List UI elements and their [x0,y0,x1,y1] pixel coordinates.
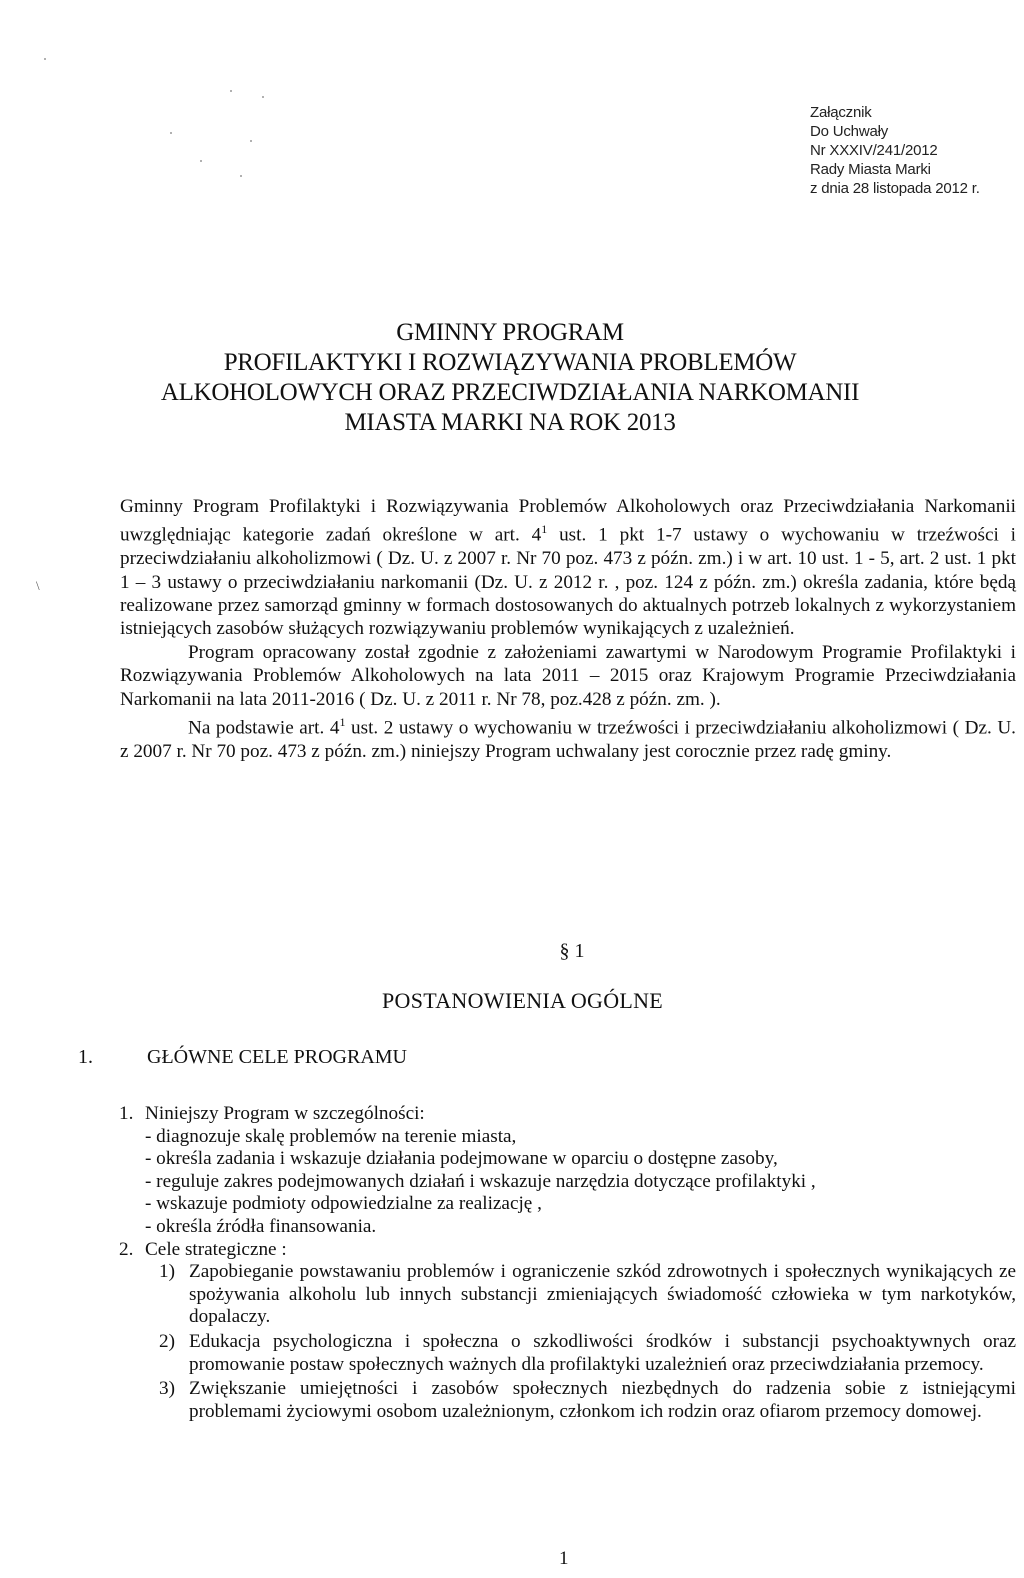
goal-number: 1. [119,1103,134,1124]
title-line: GMINNY PROGRAM [396,319,624,346]
chapter-title: GŁÓWNE CELE PROGRAMU [147,1046,407,1068]
scan-speck [240,175,242,177]
intro-p3-part-a: Na podstawie art. 4 [188,717,340,739]
page-number: 1 [559,1548,569,1569]
scan-speck [44,58,46,60]
annex-line: z dnia 28 listopada 2012 r. [810,180,980,197]
intro-p1-part-a: Gminny Program Profilaktyki i Rozwiązywania Problemów Alkoholowych oraz Przeciwdziałania Narkomanii uwzględniając kategorie zadań określone w art. 4 [120,496,1016,546]
intro-paragraph-2: Program opracowany został zgodnie z założeniami zawartymi w Narodowym Programie Profilaktyki i Rozwiązywania Problemów Alkoholowych na lata 2011 – 2015 oraz Krajowym Programie Przeciwdziałania Narkomanii na lata 2011-2016 ( Dz. U. z 2011 r. Nr 78, poz.428 z późn. zm. ). [120,641,1016,710]
goal-number: 2. [119,1238,134,1260]
intro-paragraph-3 [120,711,1016,763]
goal-text: Niniejszy Program w szczególności: [145,1103,425,1124]
title-line: MIASTA MARKI NA ROK 2013 [344,409,676,436]
bullet-item: - określa zadania i wskazuje działania podejmowane w oparciu o dostępne zasoby, [145,1148,778,1170]
intro-paragraph-1 [120,495,1016,641]
scan-speck [262,96,264,98]
annex-line: Załącznik [810,104,872,121]
strategic-goal [119,1331,1016,1376]
chapter-number: 1. [78,1046,93,1068]
strategic-goal-text: Zapobieganie powstawaniu problemów i ograniczenie szkód zdrowotnych i społecznych wynikających ze spożywania alkoholu lub innych substancji zmieniających świadomość człowieka w tym narkotyków, dopalaczy. [189,1261,1016,1328]
superscript: 1 [339,715,346,730]
intro-p3-part-b: ust. 2 ustawy o wychowaniu w trzeźwości i przeciwdziałaniu alkoholizmowi ( Dz. U. z 2007 r. Nr 70 poz. 473 z późn. zm.) niniejszy Program uchwalany jest corocznie przez radę gminy. [120,717,1016,762]
goal-item [119,1103,1016,1239]
strategic-goal [119,1261,1016,1329]
chapter-heading [78,1046,407,1069]
scan-speck [170,132,172,134]
intro-p1-part-b: ust. 1 pkt 1-7 ustawy o wychowaniu w trzeźwości i przeciwdziałaniu alkoholizmowi ( Dz. U. z 2007 r. Nr 70 poz. 473 z późn. zm.) i w art. 10 ust. 1 - 5, art. 2 ust. 1 pkt 1 – 3 ustawy o przeciwdziałaniu narkomanii (Dz. U. z 2012 r. , poz. 124 z późn. zm.) określa zadania, które będą realizowane przez samorząd gminny w formach dostosowanych do aktualnych potrzeb lokalnych z wykorzystaniem istniejących zasobów służących rozwiązywaniu problemów wynikających z uzależnień. [120,524,1016,640]
title-line: PROFILAKTYKI I ROZWIĄZYWANIA PROBLEMÓW [223,349,797,376]
scan-speck [200,160,202,162]
bullet-item: - diagnozuje skalę problemów na terenie miasta, [145,1125,517,1147]
strategic-goal [119,1378,1016,1423]
section-title: POSTANOWIENIA OGÓLNE [382,988,664,1013]
scan-speck [230,90,232,92]
bullet-item: - wskazuje podmioty odpowiedzialne za realizację , [145,1193,542,1215]
annex-line: Rady Miasta Marki [810,161,931,178]
section-mark: § 1 [559,940,585,962]
strategic-goal-number: 2) [159,1330,175,1352]
margin-mark: \ [36,578,40,593]
document-title [110,318,910,438]
bullet-item: - określa źródła finansowania. [145,1215,377,1237]
scan-speck [250,140,252,142]
title-line: ALKOHOLOWYCH ORAZ PRZECIWDZIAŁANIA NARKOMANII [160,379,860,406]
strategic-goal-text: Edukacja psychologiczna i społeczna o szkodliwości środków i substancji psychoaktywnych oraz promowanie postaw społecznych ważnych dla profilaktyki uzależnień oraz przeciwdziałania przemocy. [189,1330,1016,1375]
annex-header [810,103,980,198]
intro-text [120,495,1016,763]
goal-bullets [145,1126,1016,1239]
strategic-goal-text: Zwiększanie umiejętności i zasobów społecznych niezbędnych do radzenia sobie z istniejącymi problemami życiowymi osobom uzależnionym, członkom ich rodzin oraz ofiarom przemocy domowej. [189,1378,1016,1422]
annex-line: Do Uchwały [810,123,889,140]
goal-item [119,1239,1016,1262]
superscript: 1 [541,522,548,537]
annex-line: Nr XXXIV/241/2012 [810,142,938,159]
strategic-goal-number: 3) [159,1378,175,1400]
goals-list [119,1103,1016,1425]
goal-text: Cele strategiczne : [145,1238,287,1260]
strategic-goal-number: 1) [159,1261,175,1283]
bullet-item: - reguluje zakres podejmowanych działań i wskazuje narzędzia dotyczące profilaktyki , [145,1170,816,1192]
